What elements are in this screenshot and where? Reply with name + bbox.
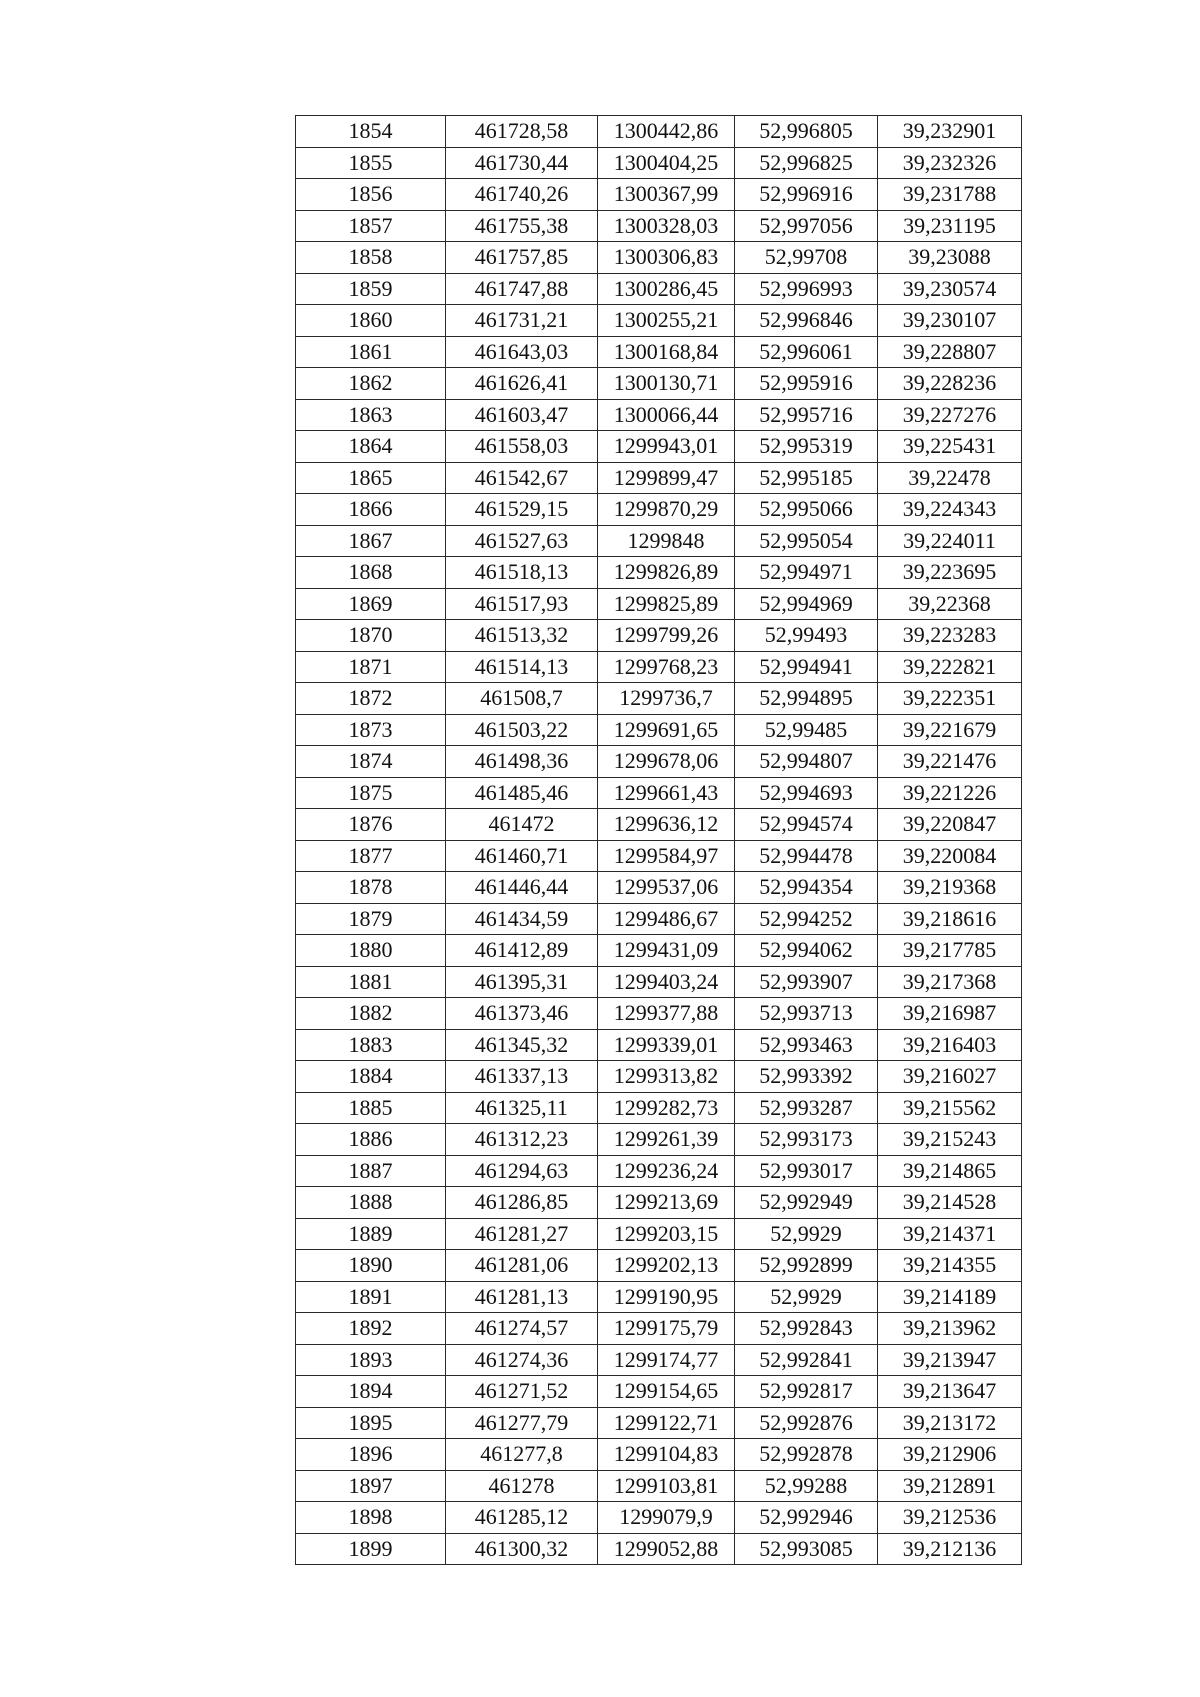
point-number-cell: 1882 xyxy=(296,998,446,1030)
table-row xyxy=(296,1061,1022,1093)
longitude-cell: 39,213962 xyxy=(878,1313,1022,1345)
table-row xyxy=(296,305,1022,337)
point-number-cell: 1879 xyxy=(296,903,446,935)
table-row xyxy=(296,714,1022,746)
point-number-cell: 1885 xyxy=(296,1092,446,1124)
longitude-cell: 39,220847 xyxy=(878,809,1022,841)
y-coordinate-cell: 1299661,43 xyxy=(598,777,735,809)
x-coordinate-cell: 461517,93 xyxy=(446,588,598,620)
x-coordinate-cell: 461300,32 xyxy=(446,1533,598,1565)
x-coordinate-cell: 461277,8 xyxy=(446,1439,598,1471)
y-coordinate-cell: 1299584,97 xyxy=(598,840,735,872)
table-row xyxy=(296,1344,1022,1376)
table-row xyxy=(296,1439,1022,1471)
latitude-cell: 52,992876 xyxy=(735,1407,878,1439)
point-number-cell: 1896 xyxy=(296,1439,446,1471)
y-coordinate-cell: 1299870,29 xyxy=(598,494,735,526)
y-coordinate-cell: 1299899,47 xyxy=(598,462,735,494)
x-coordinate-cell: 461518,13 xyxy=(446,557,598,589)
x-coordinate-cell: 461446,44 xyxy=(446,872,598,904)
table-row xyxy=(296,903,1022,935)
x-coordinate-cell: 461542,67 xyxy=(446,462,598,494)
table-row xyxy=(296,525,1022,557)
latitude-cell: 52,995916 xyxy=(735,368,878,400)
latitude-cell: 52,994895 xyxy=(735,683,878,715)
table-row xyxy=(296,1155,1022,1187)
point-number-cell: 1865 xyxy=(296,462,446,494)
longitude-cell: 39,213172 xyxy=(878,1407,1022,1439)
y-coordinate-cell: 1299537,06 xyxy=(598,872,735,904)
point-number-cell: 1874 xyxy=(296,746,446,778)
y-coordinate-cell: 1299826,89 xyxy=(598,557,735,589)
longitude-cell: 39,221679 xyxy=(878,714,1022,746)
table-row xyxy=(296,399,1022,431)
x-coordinate-cell: 461529,15 xyxy=(446,494,598,526)
table-row xyxy=(296,431,1022,463)
x-coordinate-cell: 461643,03 xyxy=(446,336,598,368)
point-number-cell: 1868 xyxy=(296,557,446,589)
y-coordinate-cell: 1299261,39 xyxy=(598,1124,735,1156)
latitude-cell: 52,993017 xyxy=(735,1155,878,1187)
x-coordinate-cell: 461730,44 xyxy=(446,147,598,179)
table-row xyxy=(296,935,1022,967)
latitude-cell: 52,994478 xyxy=(735,840,878,872)
table-row xyxy=(296,1092,1022,1124)
y-coordinate-cell: 1300286,45 xyxy=(598,273,735,305)
x-coordinate-cell: 461285,12 xyxy=(446,1502,598,1534)
latitude-cell: 52,996805 xyxy=(735,116,878,148)
table-row xyxy=(296,620,1022,652)
longitude-cell: 39,225431 xyxy=(878,431,1022,463)
point-number-cell: 1890 xyxy=(296,1250,446,1282)
latitude-cell: 52,994971 xyxy=(735,557,878,589)
latitude-cell: 52,992843 xyxy=(735,1313,878,1345)
point-number-cell: 1856 xyxy=(296,179,446,211)
table-row xyxy=(296,242,1022,274)
latitude-cell: 52,995185 xyxy=(735,462,878,494)
point-number-cell: 1872 xyxy=(296,683,446,715)
latitude-cell: 52,992946 xyxy=(735,1502,878,1534)
longitude-cell: 39,223283 xyxy=(878,620,1022,652)
longitude-cell: 39,23088 xyxy=(878,242,1022,274)
point-number-cell: 1892 xyxy=(296,1313,446,1345)
longitude-cell: 39,228236 xyxy=(878,368,1022,400)
latitude-cell: 52,99493 xyxy=(735,620,878,652)
x-coordinate-cell: 461434,59 xyxy=(446,903,598,935)
point-number-cell: 1891 xyxy=(296,1281,446,1313)
y-coordinate-cell: 1299799,26 xyxy=(598,620,735,652)
point-number-cell: 1873 xyxy=(296,714,446,746)
latitude-cell: 52,994807 xyxy=(735,746,878,778)
y-coordinate-cell: 1299213,69 xyxy=(598,1187,735,1219)
point-number-cell: 1895 xyxy=(296,1407,446,1439)
x-coordinate-cell: 461286,85 xyxy=(446,1187,598,1219)
x-coordinate-cell: 461472 xyxy=(446,809,598,841)
y-coordinate-cell: 1299052,88 xyxy=(598,1533,735,1565)
point-number-cell: 1893 xyxy=(296,1344,446,1376)
table-row xyxy=(296,777,1022,809)
longitude-cell: 39,22478 xyxy=(878,462,1022,494)
table-row xyxy=(296,966,1022,998)
y-coordinate-cell: 1299122,71 xyxy=(598,1407,735,1439)
latitude-cell: 52,994062 xyxy=(735,935,878,967)
latitude-cell: 52,994969 xyxy=(735,588,878,620)
longitude-cell: 39,231788 xyxy=(878,179,1022,211)
y-coordinate-cell: 1299678,06 xyxy=(598,746,735,778)
latitude-cell: 52,994693 xyxy=(735,777,878,809)
x-coordinate-cell: 461460,71 xyxy=(446,840,598,872)
y-coordinate-cell: 1299236,24 xyxy=(598,1155,735,1187)
longitude-cell: 39,227276 xyxy=(878,399,1022,431)
latitude-cell: 52,992899 xyxy=(735,1250,878,1282)
longitude-cell: 39,213647 xyxy=(878,1376,1022,1408)
longitude-cell: 39,217368 xyxy=(878,966,1022,998)
y-coordinate-cell: 1300306,83 xyxy=(598,242,735,274)
x-coordinate-cell: 461395,31 xyxy=(446,966,598,998)
y-coordinate-cell: 1299079,9 xyxy=(598,1502,735,1534)
x-coordinate-cell: 461278 xyxy=(446,1470,598,1502)
longitude-cell: 39,212891 xyxy=(878,1470,1022,1502)
table-row xyxy=(296,651,1022,683)
y-coordinate-cell: 1299203,15 xyxy=(598,1218,735,1250)
x-coordinate-cell: 461294,63 xyxy=(446,1155,598,1187)
table-row xyxy=(296,557,1022,589)
point-number-cell: 1866 xyxy=(296,494,446,526)
y-coordinate-cell: 1300367,99 xyxy=(598,179,735,211)
y-coordinate-cell: 1299431,09 xyxy=(598,935,735,967)
x-coordinate-cell: 461281,13 xyxy=(446,1281,598,1313)
latitude-cell: 52,997056 xyxy=(735,210,878,242)
y-coordinate-cell: 1300255,21 xyxy=(598,305,735,337)
point-number-cell: 1886 xyxy=(296,1124,446,1156)
latitude-cell: 52,993085 xyxy=(735,1533,878,1565)
latitude-cell: 52,994354 xyxy=(735,872,878,904)
table-row xyxy=(296,1376,1022,1408)
x-coordinate-cell: 461281,27 xyxy=(446,1218,598,1250)
table-row xyxy=(296,336,1022,368)
point-number-cell: 1888 xyxy=(296,1187,446,1219)
longitude-cell: 39,224011 xyxy=(878,525,1022,557)
longitude-cell: 39,221226 xyxy=(878,777,1022,809)
table-row xyxy=(296,809,1022,841)
x-coordinate-cell: 461498,36 xyxy=(446,746,598,778)
x-coordinate-cell: 461603,47 xyxy=(446,399,598,431)
x-coordinate-cell: 461514,13 xyxy=(446,651,598,683)
point-number-cell: 1854 xyxy=(296,116,446,148)
table-row xyxy=(296,1029,1022,1061)
coordinates-table-body xyxy=(296,116,1022,1565)
y-coordinate-cell: 1299825,89 xyxy=(598,588,735,620)
y-coordinate-cell: 1299104,83 xyxy=(598,1439,735,1471)
x-coordinate-cell: 461412,89 xyxy=(446,935,598,967)
point-number-cell: 1860 xyxy=(296,305,446,337)
latitude-cell: 52,993907 xyxy=(735,966,878,998)
table-row xyxy=(296,588,1022,620)
point-number-cell: 1883 xyxy=(296,1029,446,1061)
x-coordinate-cell: 461755,38 xyxy=(446,210,598,242)
longitude-cell: 39,216987 xyxy=(878,998,1022,1030)
x-coordinate-cell: 461345,32 xyxy=(446,1029,598,1061)
point-number-cell: 1899 xyxy=(296,1533,446,1565)
longitude-cell: 39,212136 xyxy=(878,1533,1022,1565)
longitude-cell: 39,213947 xyxy=(878,1344,1022,1376)
point-number-cell: 1876 xyxy=(296,809,446,841)
point-number-cell: 1861 xyxy=(296,336,446,368)
x-coordinate-cell: 461728,58 xyxy=(446,116,598,148)
table-row xyxy=(296,683,1022,715)
y-coordinate-cell: 1299313,82 xyxy=(598,1061,735,1093)
latitude-cell: 52,992949 xyxy=(735,1187,878,1219)
table-row xyxy=(296,1250,1022,1282)
y-coordinate-cell: 1300168,84 xyxy=(598,336,735,368)
y-coordinate-cell: 1300328,03 xyxy=(598,210,735,242)
latitude-cell: 52,994252 xyxy=(735,903,878,935)
y-coordinate-cell: 1300130,71 xyxy=(598,368,735,400)
table-row xyxy=(296,1281,1022,1313)
latitude-cell: 52,993287 xyxy=(735,1092,878,1124)
table-row xyxy=(296,1502,1022,1534)
x-coordinate-cell: 461337,13 xyxy=(446,1061,598,1093)
latitude-cell: 52,99485 xyxy=(735,714,878,746)
y-coordinate-cell: 1299202,13 xyxy=(598,1250,735,1282)
longitude-cell: 39,222351 xyxy=(878,683,1022,715)
table-row xyxy=(296,273,1022,305)
y-coordinate-cell: 1299175,79 xyxy=(598,1313,735,1345)
longitude-cell: 39,22368 xyxy=(878,588,1022,620)
point-number-cell: 1857 xyxy=(296,210,446,242)
latitude-cell: 52,993392 xyxy=(735,1061,878,1093)
table-row xyxy=(296,494,1022,526)
y-coordinate-cell: 1299403,24 xyxy=(598,966,735,998)
y-coordinate-cell: 1300442,86 xyxy=(598,116,735,148)
point-number-cell: 1898 xyxy=(296,1502,446,1534)
x-coordinate-cell: 461527,63 xyxy=(446,525,598,557)
point-number-cell: 1894 xyxy=(296,1376,446,1408)
y-coordinate-cell: 1299848 xyxy=(598,525,735,557)
latitude-cell: 52,99708 xyxy=(735,242,878,274)
table-row xyxy=(296,210,1022,242)
point-number-cell: 1869 xyxy=(296,588,446,620)
latitude-cell: 52,995716 xyxy=(735,399,878,431)
latitude-cell: 52,995319 xyxy=(735,431,878,463)
table-row xyxy=(296,1533,1022,1565)
longitude-cell: 39,215562 xyxy=(878,1092,1022,1124)
y-coordinate-cell: 1299486,67 xyxy=(598,903,735,935)
longitude-cell: 39,221476 xyxy=(878,746,1022,778)
longitude-cell: 39,216403 xyxy=(878,1029,1022,1061)
latitude-cell: 52,993713 xyxy=(735,998,878,1030)
point-number-cell: 1863 xyxy=(296,399,446,431)
table-row xyxy=(296,462,1022,494)
y-coordinate-cell: 1299103,81 xyxy=(598,1470,735,1502)
point-number-cell: 1884 xyxy=(296,1061,446,1093)
x-coordinate-cell: 461485,46 xyxy=(446,777,598,809)
x-coordinate-cell: 461373,46 xyxy=(446,998,598,1030)
latitude-cell: 52,993463 xyxy=(735,1029,878,1061)
longitude-cell: 39,214371 xyxy=(878,1218,1022,1250)
table-row xyxy=(296,840,1022,872)
latitude-cell: 52,9929 xyxy=(735,1218,878,1250)
table-row xyxy=(296,368,1022,400)
x-coordinate-cell: 461508,7 xyxy=(446,683,598,715)
latitude-cell: 52,992841 xyxy=(735,1344,878,1376)
x-coordinate-cell: 461277,79 xyxy=(446,1407,598,1439)
table-row xyxy=(296,1313,1022,1345)
point-number-cell: 1881 xyxy=(296,966,446,998)
point-number-cell: 1877 xyxy=(296,840,446,872)
latitude-cell: 52,996916 xyxy=(735,179,878,211)
coordinates-table xyxy=(295,115,1022,1565)
latitude-cell: 52,992878 xyxy=(735,1439,878,1471)
longitude-cell: 39,212536 xyxy=(878,1502,1022,1534)
y-coordinate-cell: 1299636,12 xyxy=(598,809,735,841)
table-row xyxy=(296,998,1022,1030)
longitude-cell: 39,224343 xyxy=(878,494,1022,526)
latitude-cell: 52,996846 xyxy=(735,305,878,337)
latitude-cell: 52,996061 xyxy=(735,336,878,368)
point-number-cell: 1870 xyxy=(296,620,446,652)
x-coordinate-cell: 461757,85 xyxy=(446,242,598,274)
latitude-cell: 52,996825 xyxy=(735,147,878,179)
table-row xyxy=(296,179,1022,211)
longitude-cell: 39,230574 xyxy=(878,273,1022,305)
longitude-cell: 39,222821 xyxy=(878,651,1022,683)
latitude-cell: 52,9929 xyxy=(735,1281,878,1313)
longitude-cell: 39,216027 xyxy=(878,1061,1022,1093)
y-coordinate-cell: 1300404,25 xyxy=(598,147,735,179)
x-coordinate-cell: 461747,88 xyxy=(446,273,598,305)
latitude-cell: 52,996993 xyxy=(735,273,878,305)
point-number-cell: 1858 xyxy=(296,242,446,274)
x-coordinate-cell: 461325,11 xyxy=(446,1092,598,1124)
table-row xyxy=(296,1124,1022,1156)
longitude-cell: 39,217785 xyxy=(878,935,1022,967)
point-number-cell: 1897 xyxy=(296,1470,446,1502)
table-row xyxy=(296,1187,1022,1219)
x-coordinate-cell: 461558,03 xyxy=(446,431,598,463)
point-number-cell: 1875 xyxy=(296,777,446,809)
longitude-cell: 39,220084 xyxy=(878,840,1022,872)
x-coordinate-cell: 461274,36 xyxy=(446,1344,598,1376)
point-number-cell: 1878 xyxy=(296,872,446,904)
longitude-cell: 39,214528 xyxy=(878,1187,1022,1219)
point-number-cell: 1880 xyxy=(296,935,446,967)
x-coordinate-cell: 461312,23 xyxy=(446,1124,598,1156)
y-coordinate-cell: 1299377,88 xyxy=(598,998,735,1030)
y-coordinate-cell: 1299154,65 xyxy=(598,1376,735,1408)
y-coordinate-cell: 1299943,01 xyxy=(598,431,735,463)
x-coordinate-cell: 461626,41 xyxy=(446,368,598,400)
point-number-cell: 1855 xyxy=(296,147,446,179)
latitude-cell: 52,994574 xyxy=(735,809,878,841)
table-row xyxy=(296,746,1022,778)
point-number-cell: 1864 xyxy=(296,431,446,463)
x-coordinate-cell: 461271,52 xyxy=(446,1376,598,1408)
x-coordinate-cell: 461513,32 xyxy=(446,620,598,652)
longitude-cell: 39,228807 xyxy=(878,336,1022,368)
table-row xyxy=(296,872,1022,904)
y-coordinate-cell: 1299691,65 xyxy=(598,714,735,746)
x-coordinate-cell: 461740,26 xyxy=(446,179,598,211)
y-coordinate-cell: 1299768,23 xyxy=(598,651,735,683)
latitude-cell: 52,995054 xyxy=(735,525,878,557)
latitude-cell: 52,995066 xyxy=(735,494,878,526)
longitude-cell: 39,219368 xyxy=(878,872,1022,904)
longitude-cell: 39,214189 xyxy=(878,1281,1022,1313)
x-coordinate-cell: 461503,22 xyxy=(446,714,598,746)
point-number-cell: 1889 xyxy=(296,1218,446,1250)
latitude-cell: 52,993173 xyxy=(735,1124,878,1156)
table-row xyxy=(296,1407,1022,1439)
longitude-cell: 39,212906 xyxy=(878,1439,1022,1471)
y-coordinate-cell: 1299190,95 xyxy=(598,1281,735,1313)
table-row xyxy=(296,116,1022,148)
y-coordinate-cell: 1299736,7 xyxy=(598,683,735,715)
table-row xyxy=(296,147,1022,179)
longitude-cell: 39,232901 xyxy=(878,116,1022,148)
point-number-cell: 1862 xyxy=(296,368,446,400)
longitude-cell: 39,223695 xyxy=(878,557,1022,589)
x-coordinate-cell: 461281,06 xyxy=(446,1250,598,1282)
point-number-cell: 1887 xyxy=(296,1155,446,1187)
latitude-cell: 52,992817 xyxy=(735,1376,878,1408)
table-row xyxy=(296,1218,1022,1250)
longitude-cell: 39,214355 xyxy=(878,1250,1022,1282)
table-row xyxy=(296,1470,1022,1502)
point-number-cell: 1871 xyxy=(296,651,446,683)
longitude-cell: 39,231195 xyxy=(878,210,1022,242)
longitude-cell: 39,215243 xyxy=(878,1124,1022,1156)
latitude-cell: 52,99288 xyxy=(735,1470,878,1502)
longitude-cell: 39,218616 xyxy=(878,903,1022,935)
y-coordinate-cell: 1299339,01 xyxy=(598,1029,735,1061)
latitude-cell: 52,994941 xyxy=(735,651,878,683)
y-coordinate-cell: 1299282,73 xyxy=(598,1092,735,1124)
y-coordinate-cell: 1300066,44 xyxy=(598,399,735,431)
x-coordinate-cell: 461274,57 xyxy=(446,1313,598,1345)
y-coordinate-cell: 1299174,77 xyxy=(598,1344,735,1376)
longitude-cell: 39,230107 xyxy=(878,305,1022,337)
longitude-cell: 39,232326 xyxy=(878,147,1022,179)
point-number-cell: 1867 xyxy=(296,525,446,557)
x-coordinate-cell: 461731,21 xyxy=(446,305,598,337)
longitude-cell: 39,214865 xyxy=(878,1155,1022,1187)
point-number-cell: 1859 xyxy=(296,273,446,305)
